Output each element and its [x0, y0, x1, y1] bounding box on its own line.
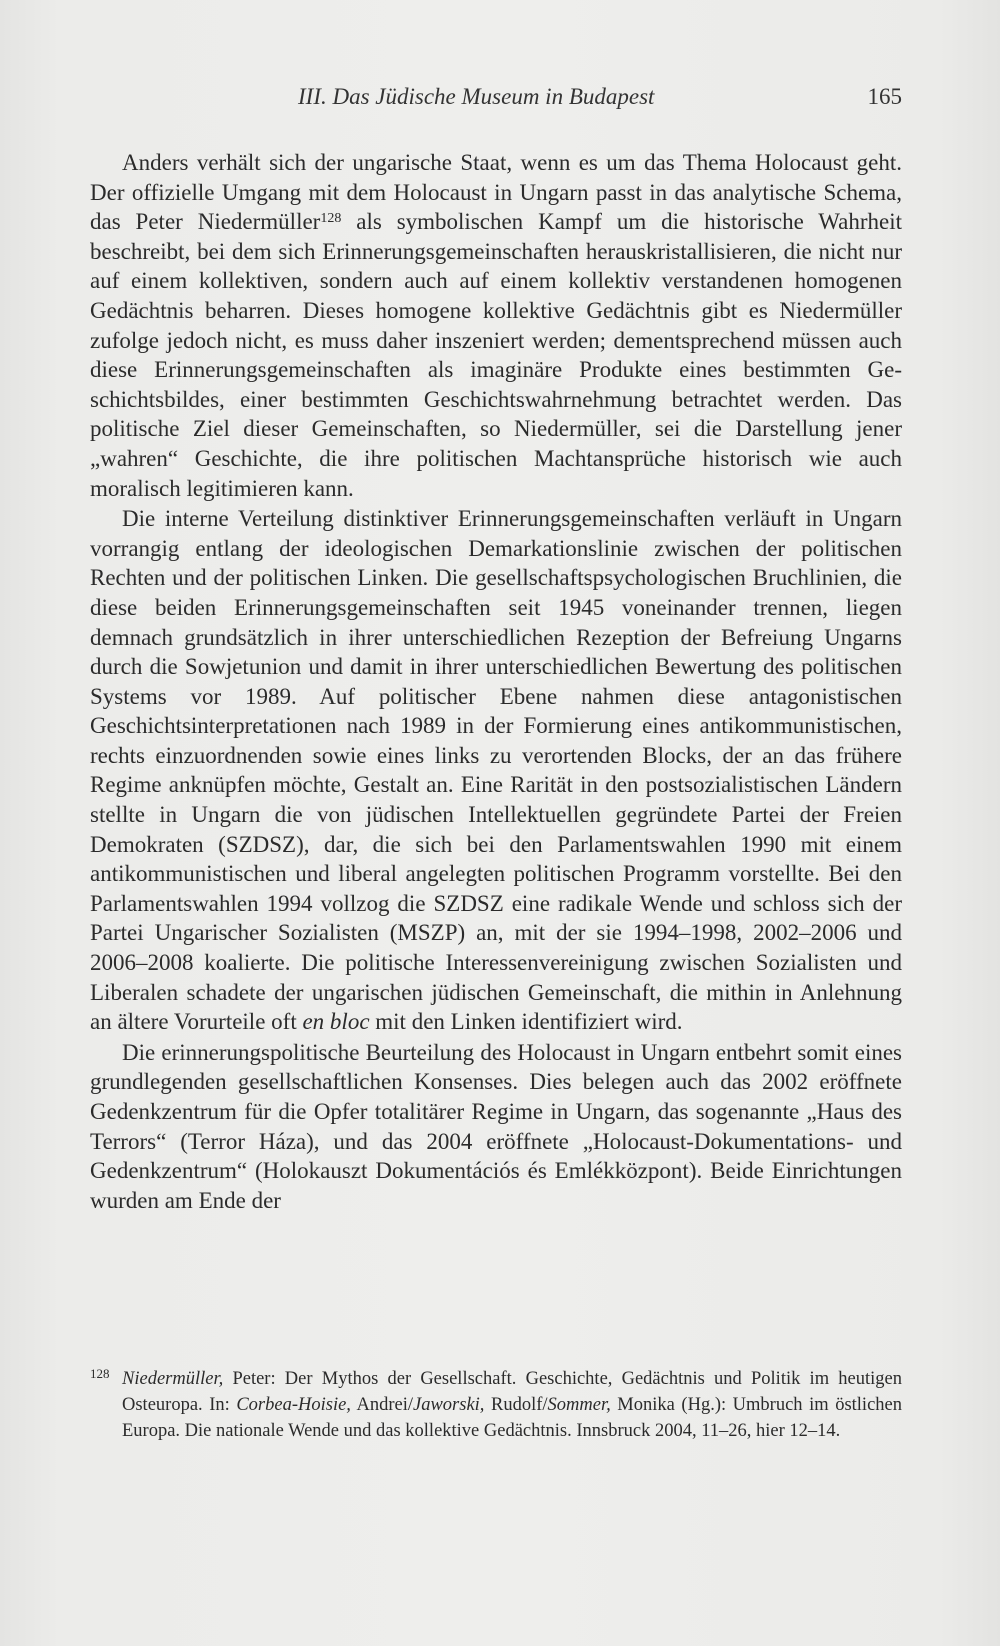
footnote-text-4: Monika (Hg.): Umbruch im östlichen Europa. Die nationale Wende und das kollektive Gedächtnis. Innsbruck 2004, 11–26, hier 12–14. [122, 1395, 902, 1441]
paragraph-3-text: Die erinnerungspolitische Beurteilung des Holocaust in Ungarn entbehrt somit eines grundlegenden gesellschaftlichen Konsenses. Dies belegen auch das 2002 eröffnete Gedenkzentrum für die Opfer totalitärer Regime in Ungarn, das sogenannte „Haus des Terrors“ (Terror Háza), und das 2004 eröffnete „Holocaust-Dokumentations- und Gedenkzentrum“ (Holokauszt Dokumentációs és Emlékközpont). Beide Einrichtungen wurden am Ende der [90, 1039, 902, 1213]
footnote-text-2: Andrei/ [350, 1395, 413, 1415]
paragraph-3 [90, 1038, 902, 1216]
footnote-reference: 128 [320, 211, 342, 227]
paragraph-2-italic: en bloc [302, 1009, 370, 1035]
footnote-text-1: Peter: Der Mythos der Gesellschaft. Geschichte, Gedächtnis und Politik im heutigen Osteuropa. In: [122, 1369, 902, 1415]
footnote-128: 128 Niedermüller, Peter: Der Mythos der Gesellschaft. Geschichte, Gedächtnis und Politik im heutigen Osteuropa. In: Corbea-Hoisie, Andrei/Jaworski, Rudolf/Sommer, Monika (Hg.): Umbruch im östlichen Europa. Die nationale Wende und das kollektive Gedächtnis. Innsbruck 2004, 11–26, hier 12–14. [90, 1366, 902, 1441]
page-header [90, 84, 902, 118]
footnote-text-3: Rudolf/ [484, 1395, 548, 1415]
paragraph-1-text-b: als symbolischen Kampf um die historische Wahrheit beschreibt, bei dem sich Erinnerungsgemeinschaften herauskristallisieren, die nicht nur auf einem kollektiven, sondern auch auf einem kollektiv verstandenen homogenen Gedächtnis beharren. Dieses homogene kollektive Gedächtnis gibt es Niedermüller zufolge jedoch nicht, es muss daher inszeniert werden; dementsprechend müssen auch diese Erinnerungsgemeinschaften als imaginäre Produkte eines bestimmten Geschichtsbildes, einer bestimmten Geschichtswahrnehmung betrachtet werden. Das politische Ziel dieser Gemeinschaften, so Niedermüller, sei die Darstellung jener „wahren“ Geschichte, die ihre politischen Machtansprüche historisch wie auch moralisch legitimieren kann. [90, 209, 903, 501]
paragraph-1 [90, 148, 902, 503]
footnote-author-4: Sommer, [547, 1395, 611, 1415]
paragraph-2-text: Die interne Verteilung distinktiver Erinnerungsgemeinschaften verläuft in Ungarn vorrangig entlang der ideologischen Demarkationslinie zwischen der politischen Rechten und der politischen Linken. Die gesellschaftspsychologischen Bruchlinien, die diese beiden Erinnerungsgemeinschaften seit 1945 voneinander trennen, liegen demnach grundsätzlich in ihrer unterschiedlichen Rezeption der Befreiung Ungarns durch die Sowjetunion und damit in ihrer unterschiedlichen Bewertung des politischen Systems vor 1989. Auf politischer Ebene nahmen diese antagonistischen Geschichtsinterpretationen nach 1989 in der Formierung eines antikommunistischen, rechts einzuordnenden sowie eines links zu verortenden Blocks, der an das frühere Regime anknüpfen möchte, Gestalt an. Eine Rarität in den postsozialistischen Ländern stellte in Ungarn die von jüdischen Intellektuellen gegründete Partei der Freien Demokraten (SZDSZ), dar, die sich bei den Parlamentswahlen 1990 mit einem antikommunistischen und liberal angelegten politischen Programm vorstellte. Bei den Parlamentswahlen 1994 vollzog die SZDSZ eine radikale Wende und schloss sich der Partei Ungarischer Sozialisten (MSZP) an, mit der sie 1994–1998, 2002–2006 und 2006–2008 koalierte. Die politische Interessenvereinigung zwischen Sozialisten und Liberalen schadete der ungarischen jüdischen Gemeinschaft, die mithin in Anlehnung an ältere Vorurteile oft [90, 506, 902, 1035]
footnotes [90, 1366, 902, 1444]
footnote-author-3: Jaworski, [413, 1395, 485, 1415]
body-text [90, 148, 902, 1215]
page-number: 165 [867, 84, 902, 109]
footnote-author-2: Corbea-Hoisie, [236, 1395, 351, 1415]
running-title: III. Das Jüdische Museum in Budapest [298, 84, 655, 109]
footnote-author-1: Niedermüller, [122, 1369, 224, 1389]
paragraph-2-tail: mit den Linken identifiziert wird. [369, 1009, 683, 1035]
paragraph-2 [90, 504, 902, 1037]
paragraph-1-text-a: Anders verhält sich der ungarische Staat, wenn es um das Thema Holocaust geht. Der offizielle Umgang mit dem Holocaust in Ungarn passt in das analytische Schema, das Peter Niedermüller [90, 150, 902, 235]
